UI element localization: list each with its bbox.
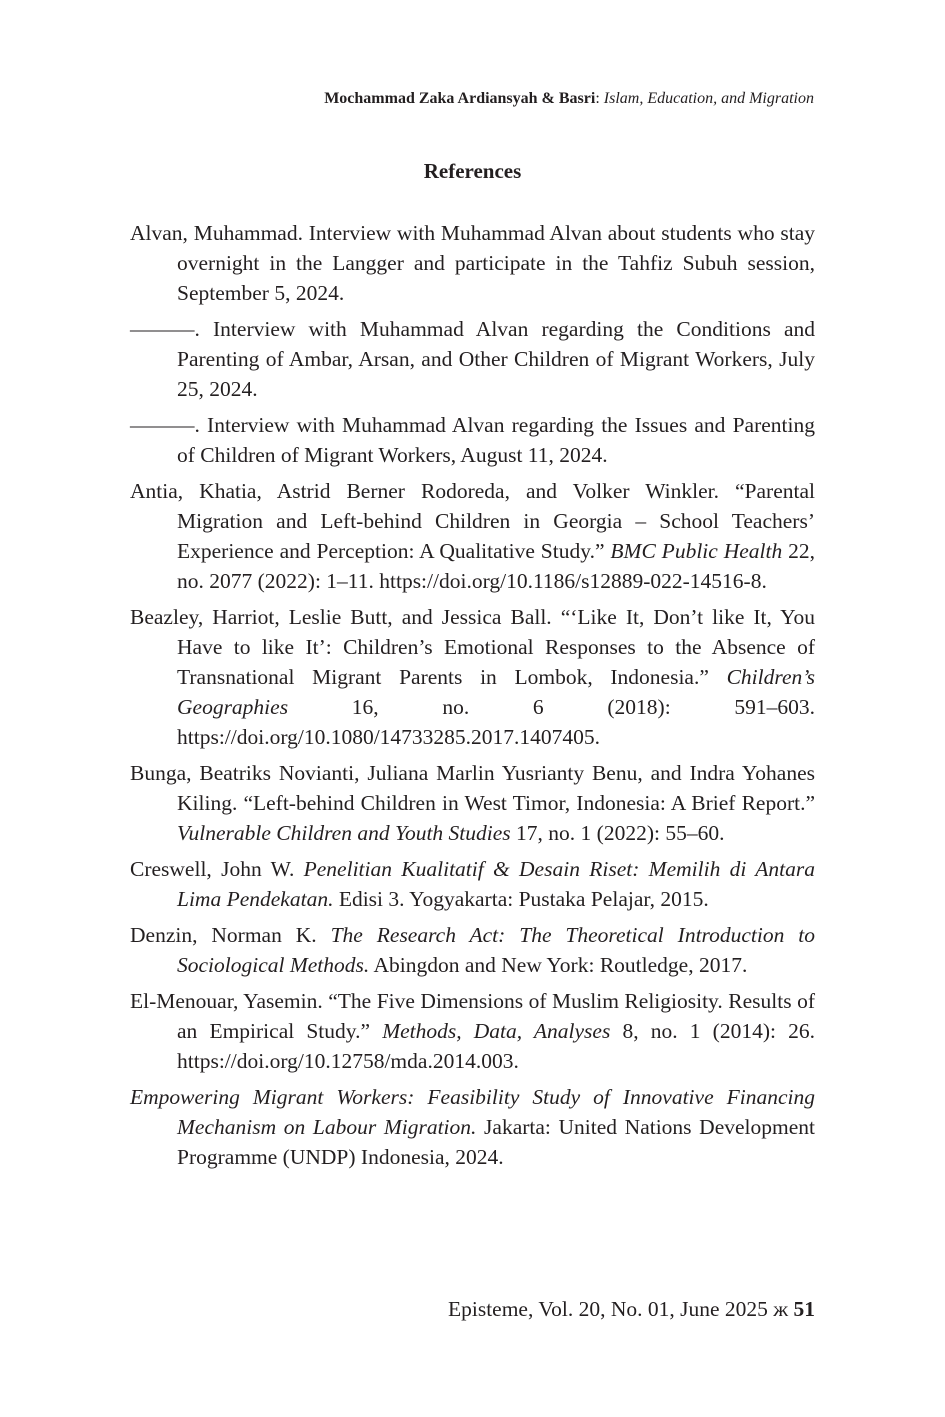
reference-italic: Vulnerable Children and Youth Studies bbox=[177, 821, 511, 845]
reference-lead: Alvan, Muhammad. Interview with Muhammad Alvan about students who stay overnight in the Langger and participate in the Tahfiz Subuh session, September 5, 2024. bbox=[130, 221, 815, 305]
reference-item bbox=[130, 218, 815, 308]
running-header bbox=[324, 90, 814, 108]
reference-lead: Creswell, John W. bbox=[130, 857, 304, 881]
footer-marker-glyph: ж bbox=[773, 1297, 789, 1321]
reference-list bbox=[130, 218, 815, 1178]
reference-item bbox=[130, 410, 815, 470]
reference-tail: 16, no. 6 (2018): 591–603. https://doi.org/10.1080/14733285.2017.1407405. bbox=[177, 695, 815, 749]
reference-item bbox=[130, 986, 815, 1076]
page-footer bbox=[448, 1297, 815, 1322]
reference-lead: ———. Interview with Muhammad Alvan regarding the Issues and Parenting of Children of Migrant Workers, August 11, 2024. bbox=[130, 413, 815, 467]
reference-tail: 17, no. 1 (2022): 55–60. bbox=[510, 821, 725, 845]
reference-item bbox=[130, 758, 815, 848]
reference-item bbox=[130, 314, 815, 404]
reference-tail: Jakarta: United Nations Development Programme (UNDP) Indonesia, 2024. bbox=[177, 1115, 815, 1169]
reference-tail: 22, no. 2077 (2022): 1–11. https://doi.org/10.1186/s12889-022-14516-8. bbox=[177, 539, 816, 593]
reference-item bbox=[130, 602, 815, 752]
reference-italic: BMC Public Health bbox=[610, 539, 783, 563]
reference-item bbox=[130, 1082, 815, 1172]
header-article-title: Islam, Education, and Migration bbox=[603, 90, 814, 107]
reference-item bbox=[130, 920, 815, 980]
reference-lead: El-Menouar, Yasemin. “The Five Dimensions of Muslim Religiosity. Results of an Empirical Study.” bbox=[130, 989, 815, 1043]
header-separator: : bbox=[595, 90, 604, 107]
reference-tail: Edisi 3. Yogyakarta: Pustaka Pelajar, 2015. bbox=[333, 887, 709, 911]
page-number: 51 bbox=[788, 1297, 815, 1321]
reference-italic: Methods, Data, Analyses bbox=[382, 1019, 611, 1043]
reference-tail: Abingdon and New York: Routledge, 2017. bbox=[369, 953, 748, 977]
reference-tail: 8, no. 1 (2014): 26. https://doi.org/10.12758/mda.2014.003. bbox=[177, 1019, 815, 1073]
reference-item bbox=[130, 476, 815, 596]
reference-lead: Antia, Khatia, Astrid Berner Rodoreda, and Volker Winkler. “Parental Migration and Left-behind Children in Georgia – School Teachers’ Experience and Perception: A Qualitative Study.” bbox=[130, 479, 815, 563]
reference-italic: The Research Act: The Theoretical Introduction to Sociological Methods. bbox=[177, 923, 815, 977]
footer-issue-info: Vol. 20, No. 01, June 2025 bbox=[533, 1297, 774, 1321]
reference-lead: Beazley, Harriot, Leslie Butt, and Jessica Ball. “‘Like It, Don’t like It, You Have to like It’: Children’s Emotional Responses to the Absence of Transnational Migrant Parents in Lombok, Indonesia.” bbox=[130, 605, 815, 689]
reference-lead: Denzin, Norman K. bbox=[130, 923, 331, 947]
header-authors: Mochammad Zaka Ardiansyah & Basri bbox=[324, 90, 596, 107]
reference-item bbox=[130, 854, 815, 914]
reference-italic: Penelitian Kualitatif & Desain Riset: Memilih di Antara Lima Pendekatan. bbox=[177, 857, 815, 911]
footer-journal-name: Episteme, bbox=[447, 1297, 534, 1321]
reference-lead: Bunga, Beatriks Novianti, Juliana Marlin Yusrianty Benu, and Indra Yohanes Kiling. “Left-behind Children in West Timor, Indonesia: A Brief Report.” bbox=[130, 761, 815, 815]
section-title: References bbox=[423, 159, 522, 183]
reference-lead: ———. Interview with Muhammad Alvan regarding the Conditions and Parenting of Ambar, Arsan, and Other Children of Migrant Workers, July 25, 2024. bbox=[130, 317, 815, 401]
reference-italic: Empowering Migrant Workers: Feasibility Study of Innovative Financing Mechanism on Labour Migration. bbox=[130, 1085, 815, 1139]
reference-italic: Children’s Geographies bbox=[177, 665, 815, 719]
